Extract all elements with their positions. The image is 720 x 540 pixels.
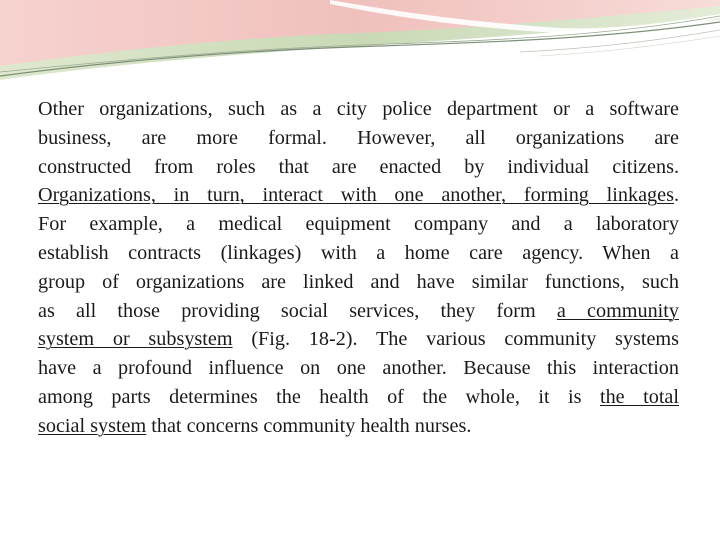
paragraph-line (38, 325, 679, 354)
text-segment: Other organizations, such as a city police department or a software (38, 98, 679, 120)
paragraph-line (38, 383, 679, 412)
text-segment: that concerns community health nurses. (146, 414, 472, 437)
underlined-phrase: social system (38, 414, 147, 437)
text-segment: For example, a medical equipment company and a laboratory (38, 213, 679, 236)
decorative-header-banner (0, 0, 720, 90)
banner-light-line-2 (540, 36, 720, 56)
underlined-phrase: Organizations, in turn, interact with one another, forming linkages (38, 184, 674, 207)
text-segment: have a profound influence on one another. Because this interaction (38, 357, 679, 380)
text-segment: . (673, 184, 679, 207)
paragraph-line (38, 181, 679, 210)
paragraph-line (38, 153, 679, 182)
underlined-phrase: system or subsystem (38, 328, 233, 351)
paragraph-line (38, 95, 679, 124)
text-segment: establish contracts (linkages) with a home care agency. When a (38, 241, 679, 264)
paragraph-line (38, 297, 679, 326)
text-segment: among parts determines the health of the whole, it is (38, 385, 600, 408)
text-segment: as all those providing social services, they form (38, 299, 557, 322)
paragraph-line (38, 354, 679, 383)
body-paragraph (38, 95, 679, 441)
text-segment: constructed from roles that are enacted by individual citizens. (38, 155, 679, 178)
paragraph-line (38, 239, 679, 268)
text-segment: group of organizations are linked and have similar functions, such (38, 270, 679, 293)
text-segment: (Fig. 18-2). The various community systems (232, 328, 679, 351)
paragraph-line (38, 210, 679, 239)
underlined-phrase: a community (556, 299, 679, 322)
text-segment: business, are more formal. However, all organizations are (38, 126, 679, 149)
paragraph-line (38, 268, 679, 297)
paragraph-line (38, 412, 679, 441)
underlined-phrase: the total (599, 385, 679, 408)
paragraph-line (38, 124, 679, 153)
